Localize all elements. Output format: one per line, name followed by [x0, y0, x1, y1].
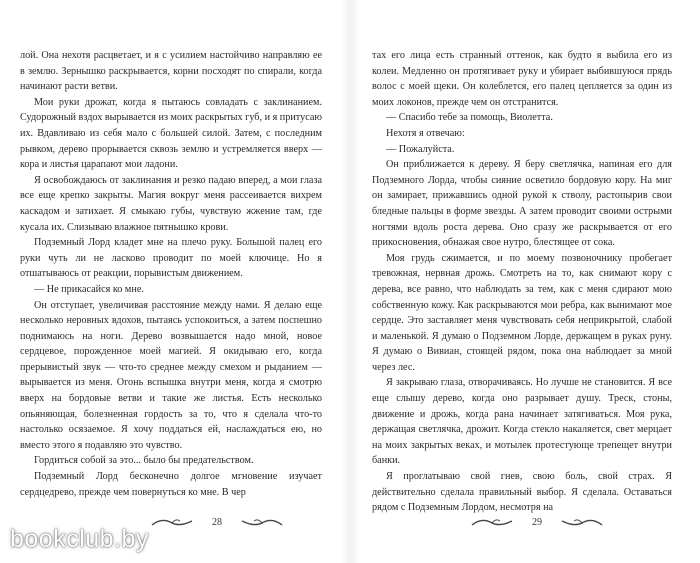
- ornament-left-icon: [470, 515, 514, 529]
- paragraph: — Не прикасайся ко мне.: [34, 283, 144, 295]
- right-page-footer: [470, 512, 604, 532]
- paragraph: Подземный Лорд кладет мне на плечо руку. Большой палец его руки чуть ли не ласково проводит по моей ключице. Но я отшатываюсь от реакции, порывистым движением.: [20, 237, 322, 280]
- ornament-right-icon: [560, 515, 604, 529]
- ornament-right-icon: [240, 515, 284, 529]
- page-number: 28: [212, 516, 222, 528]
- paragraph: Мои руки дрожат, когда я пытаюсь совладать с заклинанием. Судорожный вздох вырывается из моих раскрытых губ, и я притусаю их. Вдавливаю из себя мало с большей силой. Затем, с последним рывком, дерево прорывается сквозь землю и устремляется вверх — кора и листья царапают мои ладони.: [20, 96, 322, 171]
- paragraph: Гордиться собой за это... было бы предательством.: [34, 455, 254, 467]
- paragraph: — Пожалуйста.: [386, 143, 455, 155]
- paragraph: Я проглатываю свой гнев, свою боль, свой страх. Я действительно сделала правильный выбор. Я сделала. Оставаться рядом с Подземным Лордом, несмотря на: [372, 471, 672, 514]
- right-page: [372, 48, 672, 518]
- left-page-footer: [150, 512, 284, 532]
- paragraph: Моя грудь сжимается, и по моему позвоночнику пробегает тревожная, нервная дрожь. Смотреть на то, как снимают кору с дерева, все равно, что наблюдать за тем, как с меня сдирают мою собственную кожу. Как раскрываются мои ребра, как вынимают мое сердце. Это заставляет меня чувствовать себя неприкрытой, слабой и маленькой. Я думаю о Подземном Лорде, держащем в руках руну. Я думаю о Вивиан, стоящей рядом, пока она наблюдает за мной через лес.: [372, 252, 672, 373]
- paragraph: Нехотя я отвечаю:: [386, 127, 465, 139]
- book-gutter: [340, 0, 360, 563]
- paragraph: Я закрываю глаза, отворачиваясь. Но лучше не становится. Я все еще слышу дерево, когда оно разрывает душу. Треск, стоны, движение и дрожь, когда рана начинает затягиваться. Моя рука, держащая светлячка, дрожит. Когда стекло накаляется, свет мерцает на моих закрытых веках, и мотылек протестующе трепещет внутри банки.: [372, 377, 672, 467]
- paragraph: лой. Она нехотя расцветает, и я с усилием настойчиво направляю ее в землю. Зернышко раскрывается, корни посходят по спирали, когда начинают расти ветви.: [20, 50, 322, 93]
- left-page: [20, 48, 322, 518]
- paragraph: Он отступает, увеличивая расстояние между нами. Я делаю еще несколько неровных вдохов, пытаясь успокоиться, а затем поспешно поднимаюсь на ноги. Дерево возвышается надо мной, новое сердцевое, порожденное моей магией. Я окидываю его, когда прерывистый звук — что-то среднее между смехом и рыданием — вырывается из меня. Огонь вспышка внутри меня, когда я смотрю вверх на бордовые ветви и такие же листья. Есть несколько опьяняющая, болезненная гордость за то, что я сделала что-то настолько осязаемое. Я хочу поддаться ей, наслаждаться ею, но вместо этого я подавляю это чувство.: [20, 299, 322, 451]
- ornament-left-icon: [150, 515, 194, 529]
- watermark-logo: bookclub.by: [10, 525, 149, 553]
- page-number: 29: [532, 516, 542, 528]
- paragraph: тах его лица есть странный оттенок, как будто я выбила его из колеи. Медленно он протягивает руку и убирает выбившуюся прядь волос с моей щеки. Он колеблется, его палец цепляется за один из моих локонов, прежде чем он отстранится.: [372, 50, 672, 108]
- paragraph: Подземный Лорд бесконечно долгое мгновение изучает сердцедрево, прежде чем повернуться ко мне. В чер: [20, 471, 322, 498]
- paragraph: — Спасибо тебе за помощь, Виолетта.: [386, 112, 553, 124]
- paragraph: Я освобождаюсь от заклинания и резко падаю вперед, а мои глаза все еще крепко закрыты. Магия вокруг меня рассеивается вихрем каскадом и затихает. Я смыкаю губы, чувствую жжение там, где кусала их. Слизываю влажное пятнышко крови.: [20, 174, 322, 233]
- paragraph: Он приближается к дереву. Я беру светлячка, напиная его для Подземного Лорда, чтобы сияние осветило бордовую кору. На миг он замирает, прижавшись одной рукой к стволу, растопырив свои бледные пальцы в форме звезды. А затем проводит своими острыми ногтями вдоль роста дерева. Оно сразу же раскрывается от его прикосновения, обнажая свое нутро, блестящее от сока.: [372, 159, 672, 249]
